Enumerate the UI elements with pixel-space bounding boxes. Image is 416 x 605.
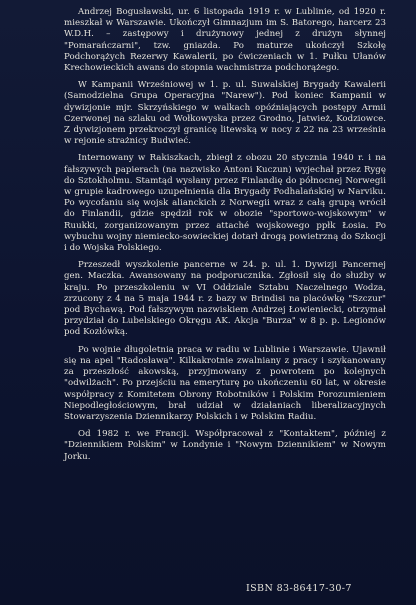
isbn-label: ISBN 83-86417-30-7 (246, 583, 352, 594)
bio-paragraph-2: W Kampanii Wrześniowej w 1. p. ul. Suwalskiej Brygady Kawalerii (Samodzielna Grupa Operacyjna "Narew"). Pod koniec Kampanii w dywizjonie mjr. Skrzyńskiego w walkach opóźniających postępy Armii Czerwonej na szlaku od Wołkowyska przez Grodno, Jatwież, Kodziowce. Z dywizjonem przekroczył granicę litewską w nocy z 22 na 23 września w rejonie strażnicy Budwieć. (64, 80, 386, 147)
bio-paragraph-5: Po wojnie długoletnia praca w radiu w Lublinie i Warszawie. Ujawnił się na apel "Radosława". Kilkakrotnie zwalniany z pracy i szykanowany za przeszłość akowską, przyjmowany z powrotem po kolejnych "odwilżach". Po przejściu na emeryturę po ukończeniu 60 lat, w okresie współpracy z Komitetem Obrony Robotników i Polskim Porozumieniem Niepodległościowym, brał udział w działaniach liberalizacyjnych Stowarzyszenia Dziennikarzy Polskich i w Polskim Radiu. (64, 344, 386, 422)
bio-paragraph-4: Przeszedł wyszkolenie pancerne w 24. p. ul. 1. Dywizji Pancernej gen. Maczka. Awansowany na podporucznika. Zgłosił się do służby w kraju. Po przeszkoleniu w VI Oddziale Sztabu Naczelnego Wodza, zrzucony z 4 na 5 maja 1944 r. z bazy w Brindisi na placówkę "Szczur" pod Bychawą. Pod fałszywym nazwiskiem Andrzej Łowieniecki, otrzymał przydział do Lubelskiego Okręgu AK. Akcja "Burza" w 8 p. p. Legionów pod Kozłówką. (64, 260, 386, 338)
author-biography (64, 7, 386, 469)
bio-paragraph-6: Od 1982 r. we Francji. Współpracował z "Kontaktem", później z "Dziennikiem Polskim" w Londynie i "Nowym Dziennikiem" w Nowym Jorku. (64, 429, 386, 462)
bio-paragraph-3: Internowany w Rakiszkach, zbiegł z obozu 20 stycznia 1940 r. i na fałszywych papierach (na nazwisko Antoni Kuczun) wyjechał przez Rygę do Sztokholmu. Stamtąd wysłany przez Finlandię do północnej Norwegii w grupie kadrowego uzupełnienia dla Brygady Podhalańskiej w Narviku. Po wycofaniu się wojsk alianckich z Norwegii wraz z całą grupą wrócił do Finlandii, gdzie spędził rok w obozie "sportowo-wojskowym" w Ruukki, zorganizowanym przez attaché wojskowego ppłk Łosia. Po wybuchu wojny niemiecko-sowieckiej dotarł drogą powietrzną do Szkocji i do Wojska Polskiego. (64, 153, 386, 254)
bio-paragraph-1: Andrzej Bogusławski, ur. 6 listopada 1919 r. w Lublinie, od 1920 r. mieszkał w Warszawie. Ukończył Gimnazjum im S. Batorego, harcerz 23 W.D.H. – zastępowy i drużynowy jednej z drużyn słynnej "Pomarańczarni", tzw. gniazda. Po maturze ukończył Szkołę Podchorążych Rezerwy Kawalerii, po ćwiczeniach w 1. Pułku Ułanów Krechowieckich awans do stopnia wachmistrza podchorążego. (64, 7, 386, 74)
